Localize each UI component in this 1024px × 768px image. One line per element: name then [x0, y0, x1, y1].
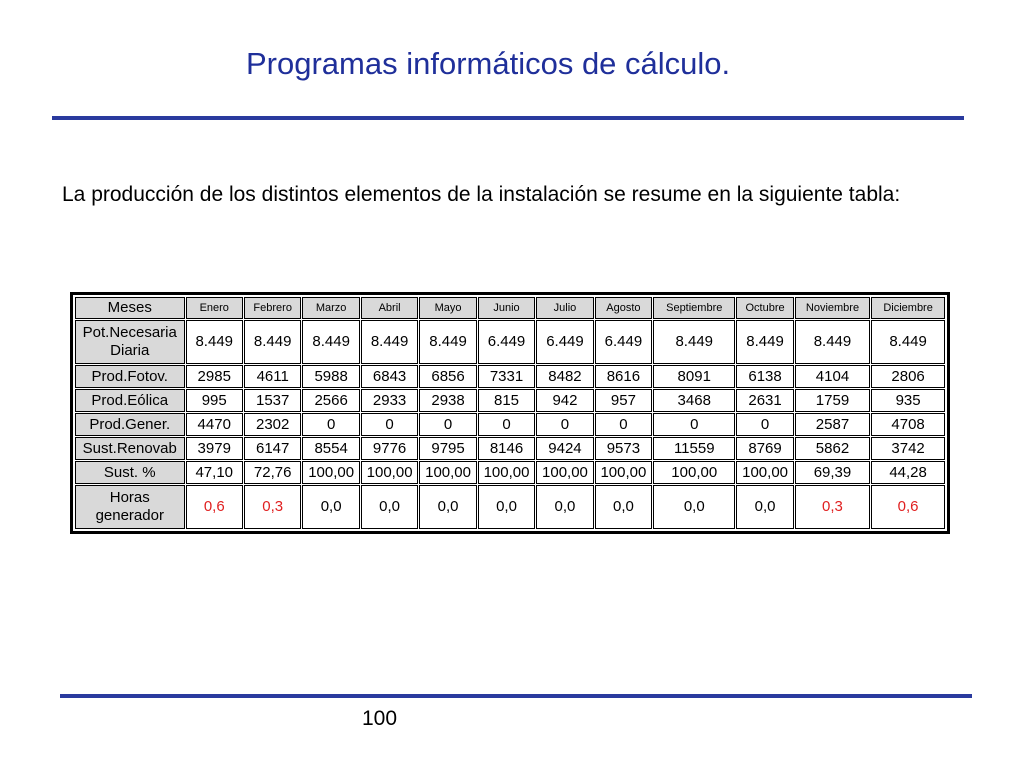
value-cell: 0,6	[187, 486, 242, 528]
table-row	[76, 414, 944, 435]
value-cell: 9795	[420, 438, 475, 459]
value-cell: 100,00	[737, 462, 792, 483]
table-row	[76, 438, 944, 459]
value-cell: 6138	[737, 366, 792, 387]
table-row	[76, 486, 944, 528]
value-cell: 9573	[596, 438, 651, 459]
value-cell: 8.449	[303, 321, 358, 363]
value-cell: 2806	[872, 366, 944, 387]
month-header-cell: Mayo	[420, 298, 475, 318]
value-cell: 0	[479, 414, 534, 435]
month-header-cell: Julio	[537, 298, 592, 318]
value-cell: 100,00	[362, 462, 417, 483]
value-cell: 0,0	[420, 486, 475, 528]
production-table-frame	[70, 292, 950, 534]
value-cell: 995	[187, 390, 242, 411]
value-cell: 3742	[872, 438, 944, 459]
value-cell: 6.449	[596, 321, 651, 363]
value-cell: 8482	[537, 366, 592, 387]
row-label-cell: Sust. %	[76, 462, 184, 483]
value-cell: 6843	[362, 366, 417, 387]
header-label-cell: Meses	[76, 298, 184, 318]
value-cell: 957	[596, 390, 651, 411]
value-cell: 0,0	[654, 486, 734, 528]
value-cell: 8554	[303, 438, 358, 459]
production-table	[73, 295, 947, 531]
value-cell: 0	[654, 414, 734, 435]
value-cell: 2933	[362, 390, 417, 411]
value-cell: 4104	[796, 366, 869, 387]
value-cell: 8769	[737, 438, 792, 459]
value-cell: 8.449	[245, 321, 300, 363]
value-cell: 8.449	[796, 321, 869, 363]
value-cell: 100,00	[479, 462, 534, 483]
month-header-cell: Enero	[187, 298, 242, 318]
value-cell: 47,10	[187, 462, 242, 483]
value-cell: 935	[872, 390, 944, 411]
value-cell: 4708	[872, 414, 944, 435]
bottom-divider	[60, 694, 972, 698]
row-label-cell: Horas generador	[76, 486, 184, 528]
value-cell: 2566	[303, 390, 358, 411]
value-cell: 0	[596, 414, 651, 435]
value-cell: 100,00	[303, 462, 358, 483]
month-header-cell: Abril	[362, 298, 417, 318]
value-cell: 2938	[420, 390, 475, 411]
value-cell: 8.449	[420, 321, 475, 363]
value-cell: 44,28	[872, 462, 944, 483]
value-cell: 6.449	[537, 321, 592, 363]
value-cell: 5988	[303, 366, 358, 387]
value-cell: 7331	[479, 366, 534, 387]
value-cell: 0	[420, 414, 475, 435]
value-cell: 3468	[654, 390, 734, 411]
value-cell: 0,0	[537, 486, 592, 528]
month-header-cell: Noviembre	[796, 298, 869, 318]
value-cell: 11559	[654, 438, 734, 459]
value-cell: 0	[737, 414, 792, 435]
value-cell: 8.449	[187, 321, 242, 363]
intro-text: La producción de los distintos elementos de la instalación se resume en la siguiente tabla:	[62, 183, 901, 206]
value-cell: 6147	[245, 438, 300, 459]
month-header-cell: Marzo	[303, 298, 358, 318]
table-row	[76, 321, 944, 363]
value-cell: 6856	[420, 366, 475, 387]
value-cell: 8.449	[872, 321, 944, 363]
value-cell: 8146	[479, 438, 534, 459]
value-cell: 5862	[796, 438, 869, 459]
value-cell: 8.449	[654, 321, 734, 363]
month-header-cell: Diciembre	[872, 298, 944, 318]
value-cell: 0,0	[303, 486, 358, 528]
value-cell: 0,0	[596, 486, 651, 528]
month-header-cell: Agosto	[596, 298, 651, 318]
value-cell: 0,0	[479, 486, 534, 528]
month-header-cell: Junio	[479, 298, 534, 318]
value-cell: 0	[303, 414, 358, 435]
value-cell: 69,39	[796, 462, 869, 483]
table-row	[76, 366, 944, 387]
top-divider	[52, 116, 964, 120]
value-cell: 72,76	[245, 462, 300, 483]
value-cell: 3979	[187, 438, 242, 459]
value-cell: 942	[537, 390, 592, 411]
value-cell: 100,00	[420, 462, 475, 483]
value-cell: 815	[479, 390, 534, 411]
month-header-cell: Febrero	[245, 298, 300, 318]
value-cell: 8091	[654, 366, 734, 387]
value-cell: 4470	[187, 414, 242, 435]
value-cell: 100,00	[596, 462, 651, 483]
month-header-cell: Septiembre	[654, 298, 734, 318]
value-cell: 100,00	[654, 462, 734, 483]
slide-title: Programas informáticos de cálculo.	[246, 46, 731, 81]
page-number: 100	[362, 707, 398, 730]
value-cell: 8.449	[737, 321, 792, 363]
table-header-row	[76, 298, 944, 318]
value-cell: 9424	[537, 438, 592, 459]
value-cell: 0	[362, 414, 417, 435]
value-cell: 0,0	[737, 486, 792, 528]
value-cell: 9776	[362, 438, 417, 459]
value-cell: 0,0	[362, 486, 417, 528]
value-cell: 8616	[596, 366, 651, 387]
row-label-cell: Sust.Renovab	[76, 438, 184, 459]
value-cell: 2302	[245, 414, 300, 435]
value-cell: 8.449	[362, 321, 417, 363]
row-label-cell: Pot.Necesaria Diaria	[76, 321, 184, 363]
value-cell: 2587	[796, 414, 869, 435]
value-cell: 4611	[245, 366, 300, 387]
row-label-cell: Prod.Gener.	[76, 414, 184, 435]
table-row	[76, 390, 944, 411]
row-label-cell: Prod.Eólica	[76, 390, 184, 411]
value-cell: 1759	[796, 390, 869, 411]
table-row	[76, 462, 944, 483]
value-cell: 2985	[187, 366, 242, 387]
row-label-cell: Prod.Fotov.	[76, 366, 184, 387]
value-cell: 2631	[737, 390, 792, 411]
value-cell: 0,3	[245, 486, 300, 528]
value-cell: 0,3	[796, 486, 869, 528]
value-cell: 100,00	[537, 462, 592, 483]
value-cell: 6.449	[479, 321, 534, 363]
value-cell: 1537	[245, 390, 300, 411]
value-cell: 0	[537, 414, 592, 435]
month-header-cell: Octubre	[737, 298, 792, 318]
value-cell: 0,6	[872, 486, 944, 528]
